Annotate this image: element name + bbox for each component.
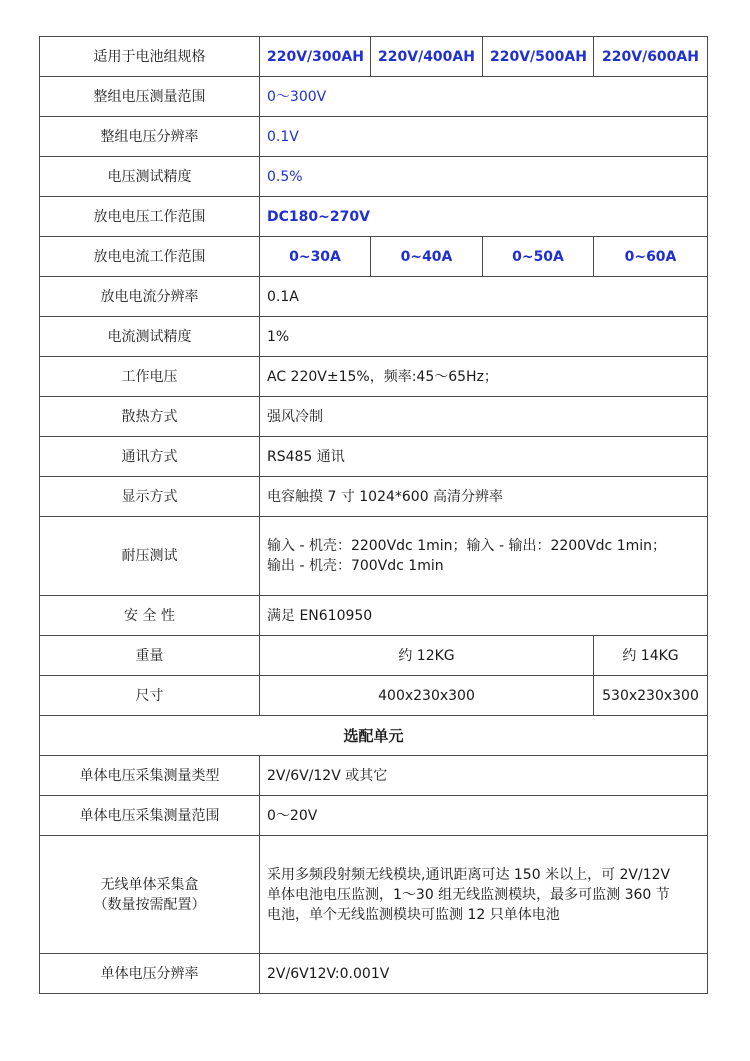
table-row [40, 836, 708, 954]
row-label: 放电电压工作范围 [40, 197, 260, 237]
row-value: 满足 EN610950 [260, 596, 708, 636]
row-label: 单体电压采集测量范围 [40, 796, 260, 836]
spec-300ah: 220V/300AH [260, 37, 371, 77]
row-label: 安 全 性 [40, 596, 260, 636]
size-small: 400x230x300 [260, 676, 594, 716]
table-row [40, 517, 708, 596]
table-row [40, 117, 708, 157]
row-label: 散热方式 [40, 397, 260, 437]
row-value: 2V/6V12V:0.001V [260, 954, 708, 994]
current-40a: 0~40A [371, 237, 483, 277]
row-label: 放电电流分辨率 [40, 277, 260, 317]
spec-500ah: 220V/500AH [483, 37, 594, 77]
current-50a: 0~50A [483, 237, 594, 277]
table-row [40, 636, 708, 676]
row-label [40, 836, 260, 954]
wireless-line-2: 单体电池电压监测，1～30 组无线监测模块，最多可监测 360 节 [267, 886, 670, 903]
spec-table [39, 36, 708, 994]
table-row [40, 37, 708, 77]
weight-large: 约 14KG [594, 636, 708, 676]
row-label: 整组电压测量范围 [40, 77, 260, 117]
wireless-line-3: 电池，单个无线监测模块可监测 12 只单体电池 [267, 906, 560, 923]
row-label: 耐压测试 [40, 517, 260, 596]
section-title: 选配单元 [40, 716, 708, 756]
row-label: 单体电压采集测量类型 [40, 756, 260, 796]
wireless-label-line-2: （数量按需配置） [93, 896, 206, 913]
row-value: DC180~270V [260, 197, 708, 237]
row-value [260, 517, 708, 596]
table-row [40, 596, 708, 636]
table-row [40, 676, 708, 716]
row-value: AC 220V±15%，频率:45～65Hz； [260, 357, 708, 397]
table-row [40, 157, 708, 197]
row-value: 0.1V [260, 117, 708, 157]
row-label: 电压测试精度 [40, 157, 260, 197]
current-60a: 0~60A [594, 237, 708, 277]
row-value: 0～20V [260, 796, 708, 836]
wireless-line-1: 采用多频段射频无线模块,通讯距离可达 150 米以上，可 2V/12V [267, 866, 671, 883]
table-row [40, 277, 708, 317]
table-row [40, 237, 708, 277]
table-row [40, 437, 708, 477]
table-row [40, 756, 708, 796]
withstand-line-1: 输入 - 机壳：2200Vdc 1min；输入 - 输出：2200Vdc 1min； [267, 538, 666, 554]
row-value: 2V/6V/12V 或其它 [260, 756, 708, 796]
size-large: 530x230x300 [594, 676, 708, 716]
table-row [40, 197, 708, 237]
row-label: 适用于电池组规格 [40, 37, 260, 77]
row-label: 通讯方式 [40, 437, 260, 477]
row-value [260, 836, 708, 954]
row-value: 强风冷制 [260, 397, 708, 437]
table-row [40, 954, 708, 994]
row-value: 0.5% [260, 157, 708, 197]
row-value: 1% [260, 317, 708, 357]
table-row [40, 317, 708, 357]
row-value: 0～300V [260, 77, 708, 117]
spec-400ah: 220V/400AH [371, 37, 483, 77]
table-row [40, 397, 708, 437]
row-value: RS485 通讯 [260, 437, 708, 477]
current-30a: 0~30A [260, 237, 371, 277]
table-row [40, 716, 708, 756]
table-row [40, 477, 708, 517]
row-label: 单体电压分辨率 [40, 954, 260, 994]
table-row [40, 77, 708, 117]
weight-small: 约 12KG [260, 636, 594, 676]
withstand-line-2: 输出 - 机壳：700Vdc 1min [267, 558, 444, 574]
table-row [40, 796, 708, 836]
table-row [40, 357, 708, 397]
row-label: 电流测试精度 [40, 317, 260, 357]
wireless-label-line-1: 无线单体采集盒 [100, 876, 199, 893]
row-value: 0.1A [260, 277, 708, 317]
row-label: 显示方式 [40, 477, 260, 517]
spec-600ah: 220V/600AH [594, 37, 708, 77]
row-label: 放电电流工作范围 [40, 237, 260, 277]
row-value: 电容触摸 7 寸 1024*600 高清分辨率 [260, 477, 708, 517]
row-label: 工作电压 [40, 357, 260, 397]
row-label: 重量 [40, 636, 260, 676]
row-label: 整组电压分辨率 [40, 117, 260, 157]
row-label: 尺寸 [40, 676, 260, 716]
